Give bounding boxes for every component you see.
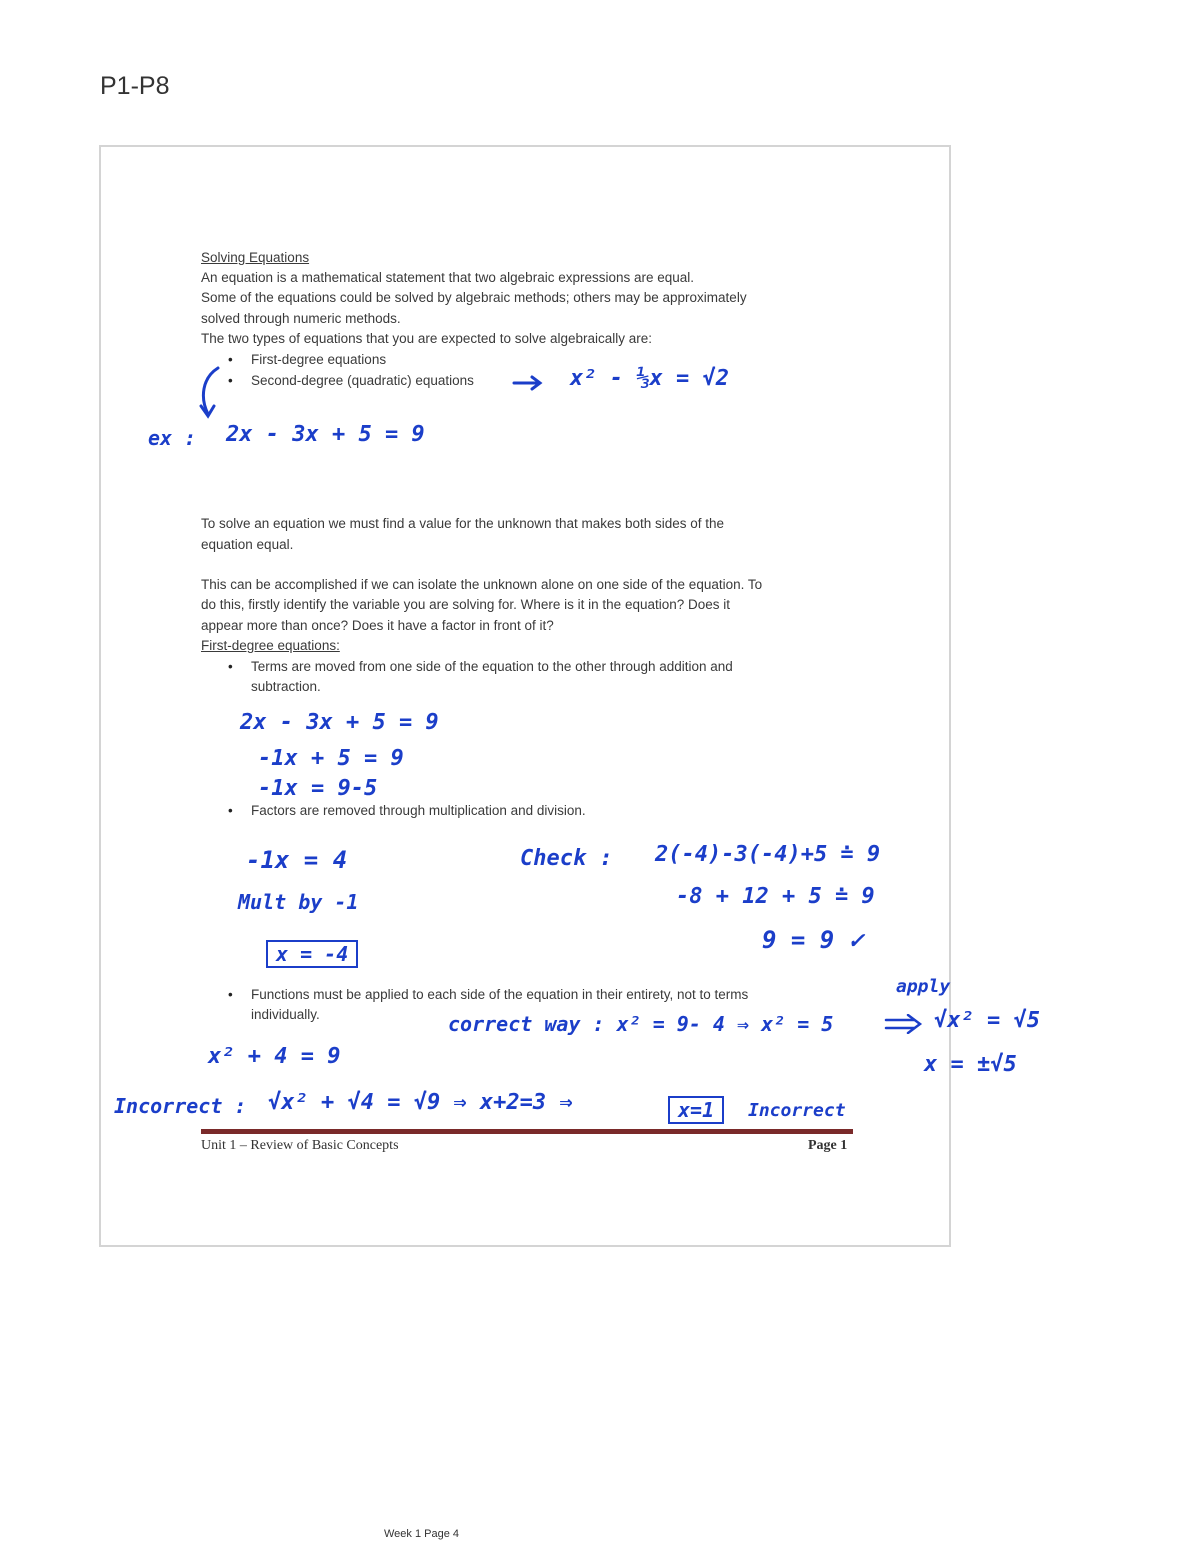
double-arrow-icon bbox=[884, 1014, 924, 1034]
hw-correct-way: correct way : x² = 9- 4 ⇒ x² = 5 bbox=[448, 1012, 834, 1036]
isolate-line-2: do this, firstly identify the variable you are solving for. Where is it in the equation? Does it bbox=[201, 597, 731, 612]
hw-check-line-3: 9 = 9 ✓ bbox=[762, 926, 864, 954]
hw-check-label: Check : bbox=[520, 846, 613, 871]
hw-mult-by: Mult by -1 bbox=[238, 890, 359, 914]
hw-step-2: -1x + 5 = 9 bbox=[258, 746, 404, 771]
hw-check-line-1: 2(-4)-3(-4)+5 ≐ 9 bbox=[655, 842, 881, 867]
first-degree-heading: First-degree equations: bbox=[201, 638, 340, 653]
isolate-line-3: appear more than once? Does it have a factor in front of it? bbox=[201, 618, 554, 633]
section-title: Solving Equations bbox=[201, 250, 310, 265]
footer-left: Unit 1 – Review of Basic Concepts bbox=[201, 1138, 399, 1153]
type-second-degree: • Second-degree (quadratic) equations bbox=[251, 373, 474, 388]
hw-step-1: 2x - 3x + 5 = 9 bbox=[240, 710, 439, 735]
solve-line-2: equation equal. bbox=[201, 537, 294, 552]
intro-line-1: An equation is a mathematical statement that two algebraic expressions are equal. bbox=[201, 270, 695, 285]
hw-correct-result-1: √x² = √5 bbox=[934, 1008, 1040, 1033]
rule-factors: • Factors are removed through multiplication and division. bbox=[251, 803, 586, 818]
curved-arrow-icon bbox=[196, 362, 226, 422]
intro-line-2: Some of the equations could be solved by algebraic methods; others may be approximately bbox=[201, 290, 747, 305]
hw-apply: apply bbox=[896, 976, 951, 997]
hw-answer-box: x = -4 bbox=[266, 940, 358, 968]
type-first-degree: • First-degree equations bbox=[251, 352, 386, 367]
solve-line-1: To solve an equation we must find a value for the unknown that makes both sides of the bbox=[201, 516, 725, 531]
hw-incorrect-answer-box: x=1 bbox=[668, 1096, 724, 1124]
hw-incorrect-tag: Incorrect bbox=[748, 1100, 846, 1121]
hw-step-3: -1x = 9-5 bbox=[258, 776, 378, 801]
hw-x2-equation: x² + 4 = 9 bbox=[208, 1044, 341, 1069]
week-page-label: Week 1 Page 4 bbox=[384, 1528, 460, 1540]
hw-incorrect-work: √x² + √4 = √9 ⇒ x+2=3 ⇒ bbox=[268, 1090, 573, 1115]
intro-line-4: The two types of equations that you are expected to solve algebraically are: bbox=[201, 331, 653, 346]
page-heading: P1-P8 bbox=[100, 72, 170, 100]
hw-incorrect-label: Incorrect : bbox=[114, 1094, 247, 1118]
hw-ex-label: ex : bbox=[148, 426, 197, 450]
rule-functions-line-2: individually. bbox=[251, 1007, 320, 1022]
rule-functions-line-1: • Functions must be applied to each side of the equation in their entirety, not to terms bbox=[251, 987, 748, 1002]
isolate-line-1: This can be accomplished if we can isolate the unknown alone on one side of the equation. To bbox=[201, 577, 763, 592]
footer-right: Page 1 bbox=[808, 1138, 848, 1153]
rule-terms-line-2: subtraction. bbox=[251, 679, 321, 694]
hw-step-4: -1x = 4 bbox=[246, 846, 348, 874]
footer-rule bbox=[201, 1129, 853, 1134]
hw-quadratic-example: x² - ⅓x = √2 bbox=[570, 366, 729, 391]
arrow-right-icon bbox=[512, 375, 544, 391]
rule-terms-line-1: • Terms are moved from one side of the equation to the other through addition and bbox=[251, 659, 733, 674]
hw-check-line-2: -8 + 12 + 5 ≐ 9 bbox=[676, 884, 875, 909]
hw-ex-equation: 2x - 3x + 5 = 9 bbox=[226, 422, 425, 447]
hw-correct-result-2: x = ±√5 bbox=[924, 1052, 1017, 1077]
intro-line-3: solved through numeric methods. bbox=[201, 311, 401, 326]
